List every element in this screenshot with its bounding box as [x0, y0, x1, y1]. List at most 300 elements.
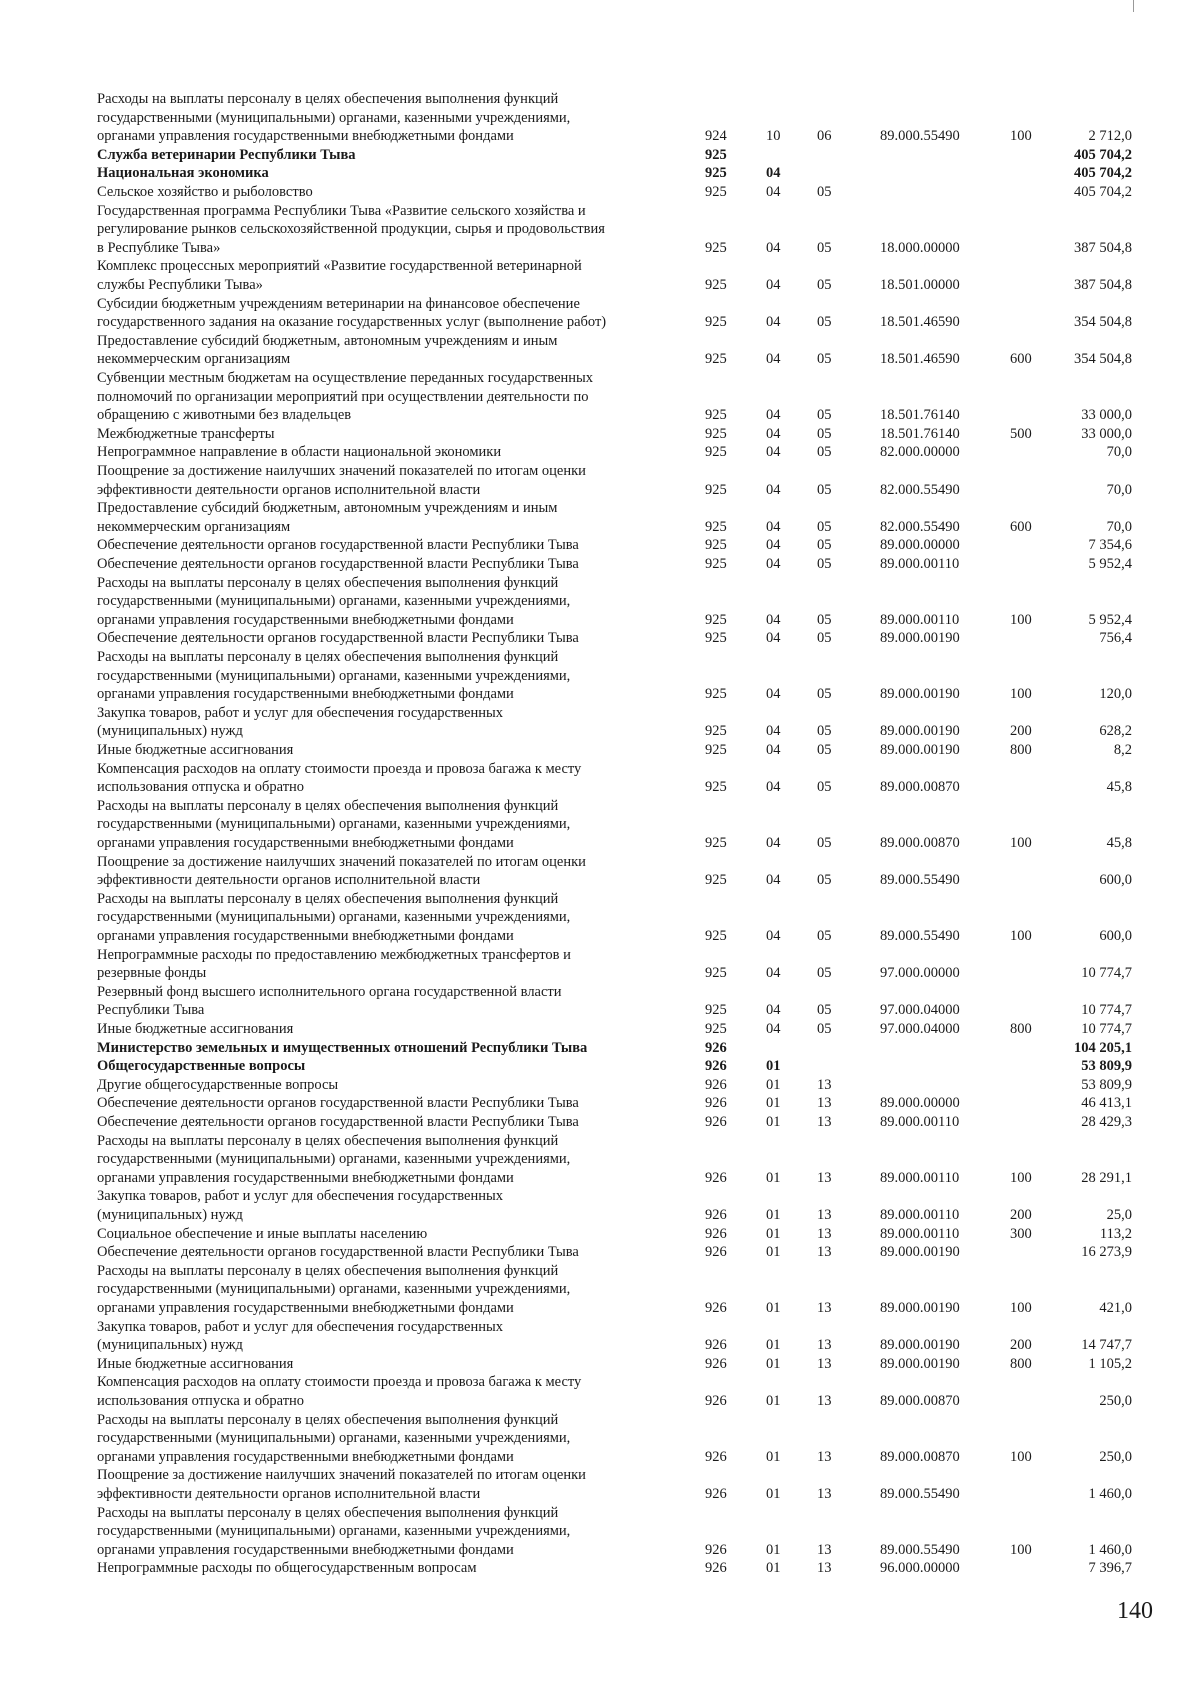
table-row — [0, 853, 1200, 890]
cell-rz: 04 — [766, 835, 781, 851]
row-name-line: Обеспечение деятельности органов государственной власти Республики Тыва — [97, 1114, 579, 1130]
cell-rz: 04 — [766, 611, 781, 628]
cell-cs: 89.000.00870 — [880, 779, 960, 796]
cell-rz: 04 — [766, 742, 781, 758]
cell-ved: 926 — [705, 1039, 727, 1056]
cell-rz: 04 — [766, 1021, 781, 1037]
cell-sum: 387 504,8 — [1074, 276, 1132, 293]
table-row — [0, 1094, 1200, 1113]
cell-pr: 13 — [817, 1225, 832, 1242]
cell-vr: 200 — [1010, 1337, 1032, 1354]
row-name-line: Министерство земельных и имущественных отношений Республики Тыва — [97, 1039, 588, 1056]
cell-ved: 925 — [705, 779, 727, 796]
cell-sum: 16 273,9 — [1081, 1244, 1132, 1261]
cell-cs: 89.000.00110 — [880, 1206, 960, 1223]
cell-ved: 925 — [705, 723, 727, 740]
row-name-line: Компенсация расходов на оплату стоимости проезда и провоза багажа к месту — [97, 1374, 582, 1391]
row-name-line: (муниципальных) нужд — [97, 1337, 243, 1354]
cell-cs: 89.000.55490 — [880, 128, 960, 145]
cell-pr: 13 — [817, 1206, 832, 1223]
row-name-line: органами управления государственными внебюджетными фондами — [97, 686, 514, 703]
cell-vr: 200 — [1010, 723, 1032, 740]
cell-sum: 45,8 — [1106, 779, 1132, 796]
scan-edge-mark — [1133, 0, 1134, 12]
row-name — [97, 648, 675, 704]
row-name-line: государственного задания на оказание государственных услуг (выполнение работ) — [97, 314, 607, 331]
cell-sum: 250,0 — [1099, 1448, 1132, 1465]
row-name-line: регулирование рынков сельскохозяйственной продукции, сырья и продовольствия — [97, 221, 605, 238]
cell-pr: 13 — [817, 1355, 832, 1372]
cell-ved: 926 — [705, 1058, 727, 1075]
cell-pr: 13 — [817, 1169, 832, 1186]
cell-sum: 405 704,2 — [1074, 184, 1132, 200]
row-name-line: некоммерческим организациям — [97, 351, 291, 368]
cell-pr: 05 — [817, 184, 832, 200]
cell-ved: 926 — [705, 1095, 727, 1112]
cell-rz: 01 — [766, 1337, 781, 1354]
cell-ved: 925 — [705, 835, 727, 851]
cell-ved: 925 — [705, 146, 727, 163]
cell-ved: 926 — [705, 1225, 727, 1242]
table-row — [0, 1262, 1200, 1318]
cell-cs: 89.000.00190 — [880, 723, 960, 740]
cell-pr: 05 — [817, 444, 832, 461]
cell-ved: 926 — [705, 1300, 727, 1316]
row-name-line: органами управления государственными внебюджетными фондами — [97, 128, 514, 145]
cell-sum: 8,2 — [1113, 742, 1132, 758]
cell-rz: 04 — [766, 481, 781, 498]
cell-ved: 925 — [705, 276, 727, 293]
cell-ved: 925 — [705, 1021, 727, 1037]
cell-sum: 7 396,7 — [1088, 1560, 1132, 1577]
cell-rz: 04 — [766, 407, 781, 424]
table-row — [0, 332, 1200, 369]
row-name — [97, 1039, 675, 1058]
cell-cs: 89.000.00110 — [880, 1225, 960, 1242]
cell-sum: 1 460,0 — [1088, 1485, 1132, 1502]
row-name-line: эффективности деятельности органов исполнительной власти — [97, 481, 481, 498]
cell-rz: 04 — [766, 239, 781, 256]
row-name — [97, 983, 675, 1020]
row-name-line: органами управления государственными внебюджетными фондами — [97, 1169, 514, 1186]
row-name-line: Расходы на выплаты персоналу в целях обеспечения выполнения функций — [97, 797, 559, 814]
cell-pr: 13 — [817, 1541, 832, 1558]
row-name-line: Республики Тыва — [97, 1002, 205, 1019]
row-name — [97, 760, 675, 797]
cell-cs: 89.000.00190 — [880, 1300, 960, 1316]
cell-ved: 926 — [705, 1392, 727, 1409]
cell-rz: 04 — [766, 425, 781, 442]
cell-rz: 04 — [766, 630, 781, 647]
cell-ved: 925 — [705, 314, 727, 331]
cell-pr: 13 — [817, 1076, 832, 1093]
row-name — [97, 1020, 675, 1039]
table-row — [0, 1076, 1200, 1095]
table-row — [0, 890, 1200, 946]
cell-sum: 104 205,1 — [1074, 1039, 1132, 1056]
table-row — [0, 164, 1200, 183]
table-row — [0, 574, 1200, 630]
cell-pr: 05 — [817, 611, 832, 628]
row-name-line: Закупка товаров, работ и услуг для обеспечения государственных — [97, 704, 504, 721]
cell-sum: 7 354,6 — [1088, 537, 1132, 554]
row-name-line: государственными (муниципальными) органами, казенными учреждениями, — [97, 909, 571, 926]
row-name-line: Другие общегосударственные вопросы — [97, 1076, 339, 1093]
row-name-line: государственными (муниципальными) органами, казенными учреждениями, — [97, 593, 571, 610]
row-name-line: органами управления государственными внебюджетными фондами — [97, 1541, 514, 1558]
cell-cs: 89.000.00000 — [880, 1095, 960, 1112]
cell-cs: 89.000.55490 — [880, 1485, 960, 1502]
row-name — [97, 629, 675, 648]
row-name — [97, 295, 675, 332]
cell-ved: 926 — [705, 1337, 727, 1354]
cell-pr: 05 — [817, 556, 832, 572]
table-row — [0, 704, 1200, 741]
cell-sum: 10 774,7 — [1081, 1002, 1132, 1019]
cell-cs: 82.000.55490 — [880, 481, 960, 498]
row-name — [97, 443, 675, 462]
row-name-line: эффективности деятельности органов исполнительной власти — [97, 1485, 481, 1502]
table-row — [0, 1373, 1200, 1410]
cell-rz: 01 — [766, 1114, 781, 1130]
row-name-line: Обеспечение деятельности органов государственной власти Республики Тыва — [97, 630, 579, 647]
cell-pr: 13 — [817, 1095, 832, 1112]
cell-rz: 01 — [766, 1169, 781, 1186]
cell-sum: 405 704,2 — [1074, 165, 1132, 182]
cell-sum: 756,4 — [1099, 630, 1132, 647]
cell-cs: 89.000.00110 — [880, 1169, 960, 1186]
row-name-line: Расходы на выплаты персоналу в целях обеспечения выполнения функций — [97, 1262, 559, 1279]
cell-rz: 04 — [766, 928, 781, 944]
cell-pr: 05 — [817, 630, 832, 647]
cell-ved: 925 — [705, 425, 727, 442]
row-name-line: Предоставление субсидий бюджетным, автономным учреждениям и иным — [97, 332, 558, 349]
row-name-line: Субсидии бюджетным учреждениям ветеринарии на финансовое обеспечение — [97, 295, 580, 312]
cell-cs: 89.000.00190 — [880, 1244, 960, 1261]
row-name — [97, 1559, 675, 1578]
row-name — [97, 1225, 675, 1244]
cell-pr: 05 — [817, 407, 832, 424]
cell-rz: 10 — [766, 128, 781, 145]
cell-rz: 01 — [766, 1206, 781, 1223]
cell-cs: 18.000.00000 — [880, 239, 960, 256]
row-name-line: использования отпуска и обратно — [97, 1392, 305, 1409]
cell-cs: 89.000.00870 — [880, 1392, 960, 1409]
row-name — [97, 1057, 675, 1076]
row-name-line: государственными (муниципальными) органами, казенными учреждениями, — [97, 1151, 571, 1168]
row-name-line: Непрограммные расходы по общегосударственным вопросам — [97, 1560, 477, 1577]
cell-rz: 04 — [766, 165, 781, 182]
row-name — [97, 369, 675, 425]
cell-rz: 04 — [766, 184, 781, 200]
cell-sum: 113,2 — [1099, 1225, 1132, 1242]
row-name-line: Закупка товаров, работ и услуг для обеспечения государственных — [97, 1318, 504, 1335]
row-name-line: Резервный фонд высшего исполнительного органа государственной власти — [97, 983, 562, 1000]
row-name-line: обращению с животными без владельцев — [97, 407, 352, 424]
cell-ved: 926 — [705, 1560, 727, 1577]
cell-ved: 925 — [705, 537, 727, 554]
cell-ved: 926 — [705, 1448, 727, 1465]
cell-vr: 300 — [1010, 1225, 1032, 1242]
cell-vr: 100 — [1010, 1541, 1032, 1558]
table-row — [0, 1113, 1200, 1132]
table-row — [0, 797, 1200, 853]
cell-cs: 89.000.00000 — [880, 537, 960, 554]
cell-vr: 200 — [1010, 1206, 1032, 1223]
cell-cs: 89.000.00870 — [880, 835, 960, 851]
table-row — [0, 499, 1200, 536]
row-name-line: Межбюджетные трансферты — [97, 425, 275, 442]
row-name — [97, 1243, 675, 1262]
cell-sum: 120,0 — [1099, 686, 1132, 703]
cell-pr: 05 — [817, 779, 832, 796]
row-name-line: Комплекс процессных мероприятий «Развитие государственной ветеринарной — [97, 258, 582, 275]
row-name-line: Служба ветеринарии Республики Тыва — [97, 146, 356, 163]
cell-vr: 800 — [1010, 742, 1032, 758]
cell-cs: 89.000.55490 — [880, 1541, 960, 1558]
cell-cs: 89.000.00190 — [880, 686, 960, 703]
row-name-line: государственными (муниципальными) органами, казенными учреждениями, — [97, 667, 571, 684]
cell-vr: 100 — [1010, 928, 1032, 944]
cell-ved: 926 — [705, 1206, 727, 1223]
row-name — [97, 425, 675, 444]
row-name — [97, 853, 675, 890]
cell-vr: 800 — [1010, 1355, 1032, 1372]
cell-sum: 14 747,7 — [1081, 1337, 1132, 1354]
row-name-line: использования отпуска и обратно — [97, 779, 305, 796]
row-name-line: Непрограммные расходы по предоставлению межбюджетных трансфертов и — [97, 946, 571, 963]
row-name-line: Расходы на выплаты персоналу в целях обеспечения выполнения функций — [97, 649, 559, 666]
table-row — [0, 1132, 1200, 1188]
cell-sum: 70,0 — [1106, 518, 1132, 535]
cell-rz: 01 — [766, 1300, 781, 1316]
cell-rz: 01 — [766, 1095, 781, 1112]
page-number: 140 — [1117, 1598, 1153, 1624]
cell-ved: 925 — [705, 611, 727, 628]
cell-ved: 925 — [705, 239, 727, 256]
cell-cs: 89.000.00870 — [880, 1448, 960, 1465]
table-row — [0, 202, 1200, 258]
cell-rz: 01 — [766, 1541, 781, 1558]
row-name — [97, 332, 675, 369]
cell-rz: 04 — [766, 351, 781, 368]
cell-pr: 13 — [817, 1448, 832, 1465]
row-name-line: Компенсация расходов на оплату стоимости проезда и провоза багажа к месту — [97, 760, 582, 777]
cell-pr: 05 — [817, 965, 832, 982]
cell-pr: 05 — [817, 686, 832, 703]
cell-rz: 04 — [766, 444, 781, 461]
table-row — [0, 425, 1200, 444]
row-name-line: государственными (муниципальными) органами, казенными учреждениями, — [97, 1523, 571, 1540]
row-name — [97, 164, 675, 183]
table-row — [0, 1020, 1200, 1039]
table-row — [0, 257, 1200, 294]
row-name-line: Предоставление субсидий бюджетным, автономным учреждениям и иным — [97, 500, 558, 517]
cell-rz: 01 — [766, 1076, 781, 1093]
row-name-line: Расходы на выплаты персоналу в целях обеспечения выполнения функций — [97, 1504, 559, 1521]
cell-vr: 800 — [1010, 1021, 1032, 1037]
cell-sum: 28 429,3 — [1081, 1114, 1132, 1130]
row-name-line: полномочий по организации мероприятий при осуществлении деятельности по — [97, 388, 589, 405]
cell-sum: 405 704,2 — [1074, 146, 1132, 163]
row-name — [97, 890, 675, 946]
row-name — [97, 1132, 675, 1188]
cell-sum: 2 712,0 — [1088, 128, 1132, 145]
cell-ved: 925 — [705, 444, 727, 461]
row-name-line: Иные бюджетные ассигнования — [97, 742, 294, 758]
row-name-line: Обеспечение деятельности органов государственной власти Республики Тыва — [97, 556, 579, 572]
row-name — [97, 257, 675, 294]
cell-cs: 18.501.76140 — [880, 407, 960, 424]
row-name — [97, 90, 675, 146]
table-row — [0, 462, 1200, 499]
row-name-line: (муниципальных) нужд — [97, 723, 243, 740]
cell-rz: 04 — [766, 518, 781, 535]
cell-cs: 89.000.00110 — [880, 556, 960, 572]
cell-ved: 925 — [705, 184, 727, 200]
cell-cs: 89.000.00190 — [880, 1355, 960, 1372]
row-name-line: Обеспечение деятельности органов государственной власти Республики Тыва — [97, 537, 579, 554]
cell-sum: 46 413,1 — [1081, 1095, 1132, 1112]
table-row — [0, 183, 1200, 202]
cell-rz: 04 — [766, 965, 781, 982]
cell-vr: 100 — [1010, 835, 1032, 851]
cell-pr: 05 — [817, 481, 832, 498]
cell-sum: 5 952,4 — [1088, 556, 1132, 572]
row-name-line: Обеспечение деятельности органов государственной власти Республики Тыва — [97, 1244, 579, 1261]
cell-ved: 925 — [705, 630, 727, 647]
cell-pr: 05 — [817, 239, 832, 256]
cell-pr: 05 — [817, 537, 832, 554]
cell-sum: 33 000,0 — [1081, 407, 1132, 424]
cell-pr: 13 — [817, 1244, 832, 1261]
row-name — [97, 1076, 675, 1095]
row-name-line: органами управления государственными внебюджетными фондами — [97, 835, 514, 851]
cell-ved: 925 — [705, 686, 727, 703]
cell-pr: 05 — [817, 928, 832, 944]
cell-sum: 1 460,0 — [1088, 1541, 1132, 1558]
row-name — [97, 1094, 675, 1113]
cell-cs: 18.501.46590 — [880, 351, 960, 368]
row-name-line: Расходы на выплаты персоналу в целях обеспечения выполнения функций — [97, 91, 559, 108]
cell-sum: 600,0 — [1099, 928, 1132, 944]
cell-ved: 925 — [705, 481, 727, 498]
row-name-line: государственными (муниципальными) органами, казенными учреждениями, — [97, 109, 571, 126]
cell-rz: 01 — [766, 1448, 781, 1465]
table-row — [0, 1318, 1200, 1355]
cell-rz: 04 — [766, 1002, 781, 1019]
cell-ved: 926 — [705, 1114, 727, 1130]
cell-sum: 250,0 — [1099, 1392, 1132, 1409]
row-name-line: службы Республики Тыва» — [97, 276, 263, 293]
cell-rz: 01 — [766, 1225, 781, 1242]
cell-sum: 70,0 — [1106, 444, 1132, 461]
cell-pr: 05 — [817, 1002, 832, 1019]
cell-rz: 04 — [766, 537, 781, 554]
cell-ved: 926 — [705, 1541, 727, 1558]
table-row — [0, 648, 1200, 704]
row-name-line: органами управления государственными внебюджетными фондами — [97, 1300, 514, 1316]
cell-pr: 13 — [817, 1485, 832, 1502]
cell-ved: 926 — [705, 1169, 727, 1186]
cell-rz: 04 — [766, 872, 781, 889]
table-row — [0, 1187, 1200, 1224]
row-name-line: Расходы на выплаты персоналу в целях обеспечения выполнения функций — [97, 1411, 559, 1428]
cell-vr: 100 — [1010, 686, 1032, 703]
cell-ved: 925 — [705, 518, 727, 535]
cell-sum: 10 774,7 — [1081, 1021, 1132, 1037]
cell-rz: 04 — [766, 556, 781, 572]
row-name-line: Социальное обеспечение и иные выплаты населению — [97, 1225, 428, 1242]
table-row — [0, 1243, 1200, 1262]
cell-ved: 925 — [705, 928, 727, 944]
row-name — [97, 555, 675, 574]
row-name — [97, 946, 675, 983]
row-name — [97, 1504, 675, 1560]
row-name-line: Расходы на выплаты персоналу в целях обеспечения выполнения функций — [97, 1132, 559, 1149]
cell-vr: 100 — [1010, 1448, 1032, 1465]
row-name — [97, 1373, 675, 1410]
cell-cs: 97.000.00000 — [880, 965, 960, 982]
cell-cs: 89.000.00190 — [880, 630, 960, 647]
row-name — [97, 1113, 675, 1132]
cell-vr: 600 — [1010, 518, 1032, 535]
cell-sum: 53 809,9 — [1081, 1058, 1132, 1075]
cell-pr: 05 — [817, 276, 832, 293]
table-row — [0, 1355, 1200, 1374]
row-name-line: Субвенции местным бюджетам на осуществление переданных государственных — [97, 370, 594, 387]
row-name-line: в Республике Тыва» — [97, 239, 221, 256]
cell-vr: 500 — [1010, 425, 1032, 442]
cell-ved: 926 — [705, 1076, 727, 1093]
cell-ved: 925 — [705, 556, 727, 572]
cell-cs: 82.000.55490 — [880, 518, 960, 535]
row-name-line: Национальная экономика — [97, 165, 269, 182]
row-name-line: Общегосударственные вопросы — [97, 1058, 306, 1075]
cell-pr: 05 — [817, 723, 832, 740]
cell-pr: 05 — [817, 1021, 832, 1037]
table-row — [0, 443, 1200, 462]
row-name-line: Непрограммное направление в области национальной экономики — [97, 444, 502, 461]
table-row — [0, 536, 1200, 555]
cell-rz: 01 — [766, 1392, 781, 1409]
cell-pr: 13 — [817, 1114, 832, 1130]
cell-rz: 01 — [766, 1355, 781, 1372]
cell-sum: 53 809,9 — [1081, 1076, 1132, 1093]
cell-ved: 925 — [705, 165, 727, 182]
row-name-line: эффективности деятельности органов исполнительной власти — [97, 872, 481, 889]
row-name-line: государственными (муниципальными) органами, казенными учреждениями, — [97, 1430, 571, 1447]
cell-sum: 5 952,4 — [1088, 611, 1132, 628]
table-row — [0, 1559, 1200, 1578]
cell-cs: 96.000.00000 — [880, 1560, 960, 1577]
row-name — [97, 462, 675, 499]
table-row — [0, 1411, 1200, 1467]
row-name-line: государственными (муниципальными) органами, казенными учреждениями, — [97, 1281, 571, 1298]
row-name — [97, 202, 675, 258]
row-name — [97, 574, 675, 630]
table-row — [0, 629, 1200, 648]
cell-rz: 01 — [766, 1244, 781, 1261]
cell-pr: 13 — [817, 1392, 832, 1409]
row-name — [97, 499, 675, 536]
cell-rz: 01 — [766, 1058, 781, 1075]
table-row — [0, 983, 1200, 1020]
row-name — [97, 704, 675, 741]
row-name — [97, 1355, 675, 1374]
row-name — [97, 146, 675, 165]
cell-ved: 925 — [705, 872, 727, 889]
